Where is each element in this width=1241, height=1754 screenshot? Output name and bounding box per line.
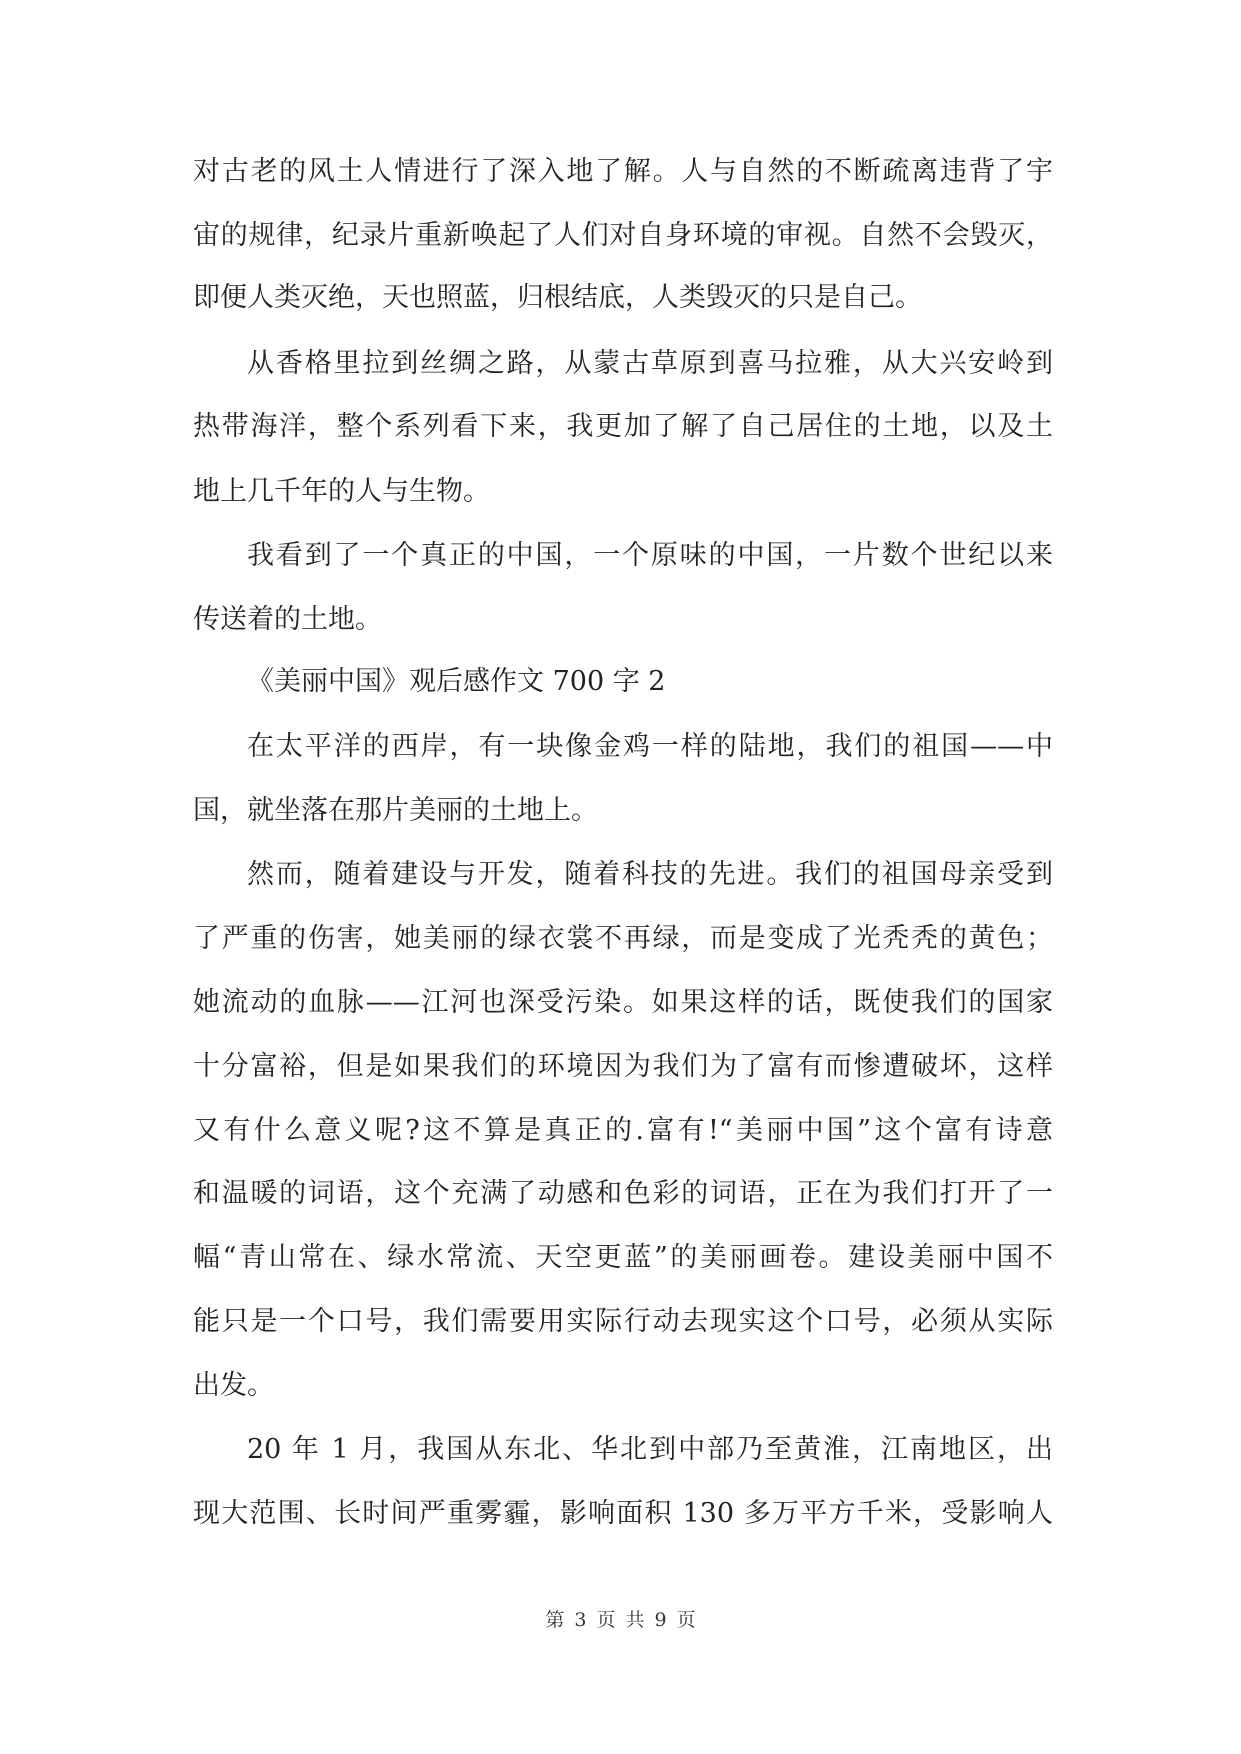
text-line: 能只是一个口号，我们需要用实际行动去现实这个口号，必须从实际 [193, 1306, 1053, 1337]
text-line: 地上几千年的人与生物。 [193, 476, 490, 507]
text-line: 热带海洋，整个系列看下来，我更加了解了自己居住的土地，以及土 [193, 411, 1053, 442]
section-heading: 《美丽中国》观后感作文 700 字 2 [247, 666, 666, 697]
text-line: 了严重的伤害，她美丽的绿衣裳不再绿，而是变成了光秃秃的黄色； [193, 923, 1053, 954]
text-line: 和温暖的词语，这个充满了动感和色彩的词语，正在为我们打开了一 [193, 1178, 1053, 1209]
text-line: 幅“青山常在、绿水常流、天空更蓝”的美丽画卷。建设美丽中国不 [193, 1242, 1053, 1273]
text-line: 从香格里拉到丝绸之路，从蒙古草原到喜马拉雅，从大兴安岭到 [247, 348, 1053, 379]
text-line: 她流动的血脉——江河也深受污染。如果这样的话，既使我们的国家 [193, 987, 1053, 1018]
text-line: 宙的规律，纪录片重新唤起了人们对自身环境的审视。自然不会毁灭， [193, 220, 1053, 251]
text-line: 我看到了一个真正的中国，一个原味的中国，一片数个世纪以来 [247, 540, 1053, 571]
text-line: 20 年 1 月，我国从东北、华北到中部乃至黄淮，江南地区，出 [247, 1434, 1053, 1465]
text-line: 对古老的风土人情进行了深入地了解。人与自然的不断疏离违背了宇 [193, 156, 1053, 187]
text-line: 十分富裕，但是如果我们的环境因为我们为了富有而惨遭破坏，这样 [193, 1051, 1053, 1082]
text-line: 在太平洋的西岸，有一块像金鸡一样的陆地，我们的祖国——中 [247, 731, 1053, 762]
text-line: 国，就坐落在那片美丽的土地上。 [193, 795, 598, 826]
text-line: 出发。 [193, 1370, 274, 1401]
text-line: 又有什么意义呢?这不算是真正的.富有!“美丽中国”这个富有诗意 [193, 1115, 1053, 1146]
text-line: 传送着的土地。 [193, 604, 382, 635]
text-line: 然而，随着建设与开发，随着科技的先进。我们的祖国母亲受到 [247, 859, 1053, 890]
text-line: 现大范围、长时间严重雾霾，影响面积 130 多万平方千米，受影响人 [193, 1498, 1053, 1529]
page-footer: 第 3 页 共 9 页 [545, 1609, 696, 1631]
text-line: 即便人类灭绝，天也照蓝，归根结底，人类毁灭的只是自己。 [193, 282, 922, 313]
